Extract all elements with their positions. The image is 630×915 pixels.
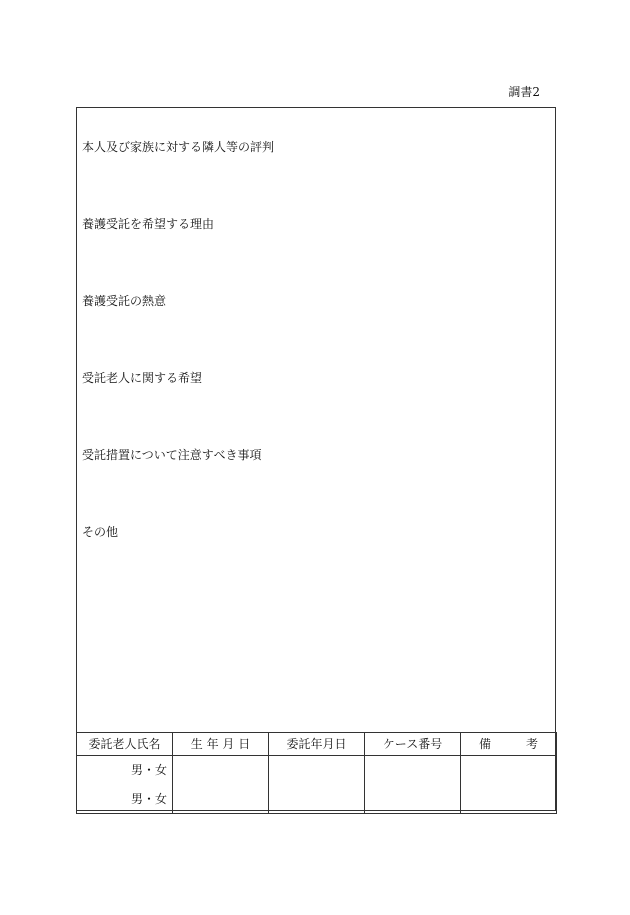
case-number-cell[interactable] (365, 756, 461, 814)
entrusted-date-cell[interactable] (269, 756, 365, 814)
entrustment-table (76, 732, 557, 814)
gender-option-1[interactable]: 男・女 (130, 763, 167, 777)
header-remarks (461, 733, 557, 756)
header-birthdate: 生 年 月 日 (173, 733, 269, 756)
header-entrusted-date: 委託年月日 (269, 733, 365, 756)
table-header-row (77, 733, 557, 756)
section-enthusiasm: 養護受託の熱意 (82, 294, 167, 308)
section-notes: 受託措置について注意すべき事項 (82, 448, 262, 462)
table-row (77, 756, 557, 814)
header-elderly-name: 委託老人氏名 (77, 733, 173, 756)
header-case-number: ケース番号 (365, 733, 461, 756)
section-elderly-wishes: 受託老人に関する希望 (82, 371, 203, 385)
section-other: その他 (82, 525, 119, 539)
document-label: 調書2 (508, 85, 540, 99)
remarks-cell[interactable] (461, 756, 557, 814)
section-reason: 養護受託を希望する理由 (82, 217, 215, 231)
elderly-name-cell[interactable] (77, 756, 173, 814)
gender-option-2[interactable]: 男・女 (130, 792, 167, 806)
section-reputation: 本人及び家族に対する隣人等の評判 (82, 140, 275, 154)
birthdate-cell[interactable] (173, 756, 269, 814)
header-remarks-left: 備 (479, 737, 492, 751)
header-remarks-right: 考 (525, 737, 538, 751)
form-box (76, 107, 556, 811)
